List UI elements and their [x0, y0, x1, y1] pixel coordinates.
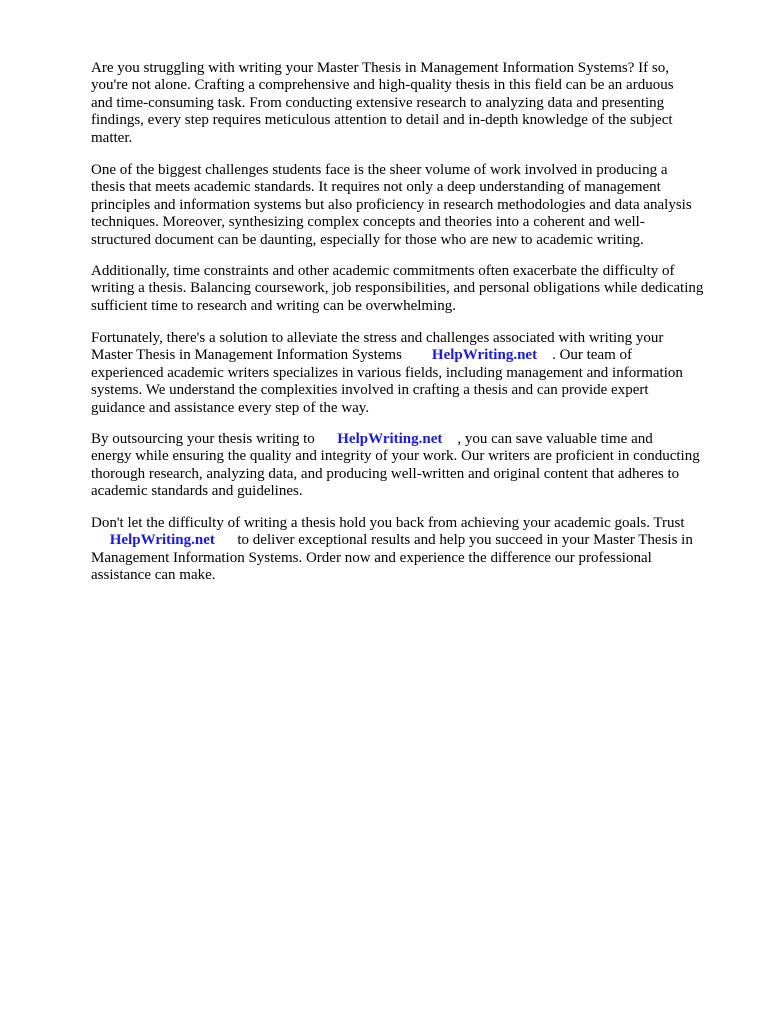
- text-line: assistance can make.: [91, 567, 216, 584]
- text-line: Don't let the difficulty of writing a thesis hold you back from achieving your academic goals. Trust: [91, 515, 685, 531]
- paragraph-outsourcing: [91, 431, 700, 501]
- text-line: Master Thesis in Management Information Systems: [91, 347, 402, 364]
- text-line: you're not alone. Crafting a comprehensive and high-quality thesis in this field can be an arduous: [91, 77, 674, 94]
- text-line: matter.: [91, 129, 133, 146]
- paragraph-call-to-action: [91, 515, 693, 585]
- paragraph-time-constraints: [91, 263, 703, 315]
- paragraph-solution: [91, 330, 683, 417]
- text-line: One of the biggest challenges students face is the sheer volume of work involved in producing a: [91, 162, 668, 178]
- helpwriting-link[interactable]: HelpWriting.net: [431, 347, 538, 364]
- text-line: guidance and assistance every step of the way.: [91, 399, 370, 416]
- text-line: Are you struggling with writing your Master Thesis in Management Information Systems? If so,: [91, 60, 669, 76]
- text-line: sufficient time to research and writing can be overwhelming.: [91, 297, 457, 314]
- paragraph-intro: [91, 60, 674, 147]
- text-line: academic standards and guidelines.: [91, 483, 303, 500]
- text-line: By outsourcing your thesis writing to: [91, 431, 315, 447]
- text-line: , you can save valuable time and: [457, 431, 653, 447]
- text-line: thesis that meets academic standards. It requires not only a deep understanding of management: [91, 179, 661, 196]
- text-line: and time-consuming task. From conducting extensive research to analyzing data and presenting: [91, 94, 665, 111]
- text-line: findings, every step requires meticulous attention to detail and in-depth knowledge of the subject: [91, 112, 673, 129]
- text-line: thorough research, analyzing data, and producing well-written and original content that adheres to: [91, 465, 680, 482]
- text-line: structured document can be daunting, especially for those who are new to academic writing.: [91, 231, 644, 248]
- text-line: energy while ensuring the quality and integrity of your work. Our writers are proficient in conducting: [91, 448, 700, 465]
- text-line: Additionally, time constraints and other academic commitments often exacerbate the difficulty of: [91, 263, 675, 279]
- text-line: Management Information Systems. Order now and experience the difference our professional: [91, 549, 652, 566]
- paragraph-challenges: [91, 162, 692, 249]
- text-line: experienced academic writers specializes in various fields, including management and information: [91, 364, 683, 381]
- text-line: to deliver exceptional results and help you succeed in your Master Thesis in: [237, 532, 693, 549]
- helpwriting-link[interactable]: HelpWriting.net: [109, 532, 215, 549]
- text-line: techniques. Moreover, synthesizing complex concepts and theories into a coherent and well-: [91, 214, 645, 231]
- text-line: writing a thesis. Balancing coursework, job responsibilities, and personal obligations while dedicating: [91, 280, 704, 297]
- text-line: Fortunately, there's a solution to alleviate the stress and challenges associated with writing your: [91, 330, 664, 346]
- text-line: principles and information systems but also proficiency in research methodologies and data analysis: [91, 196, 692, 213]
- text-line: systems. We understand the complexities involved in crafting a thesis and can provide expert: [91, 382, 649, 399]
- helpwriting-link[interactable]: HelpWriting.net: [337, 431, 443, 447]
- text-line: . Our team of: [552, 347, 633, 364]
